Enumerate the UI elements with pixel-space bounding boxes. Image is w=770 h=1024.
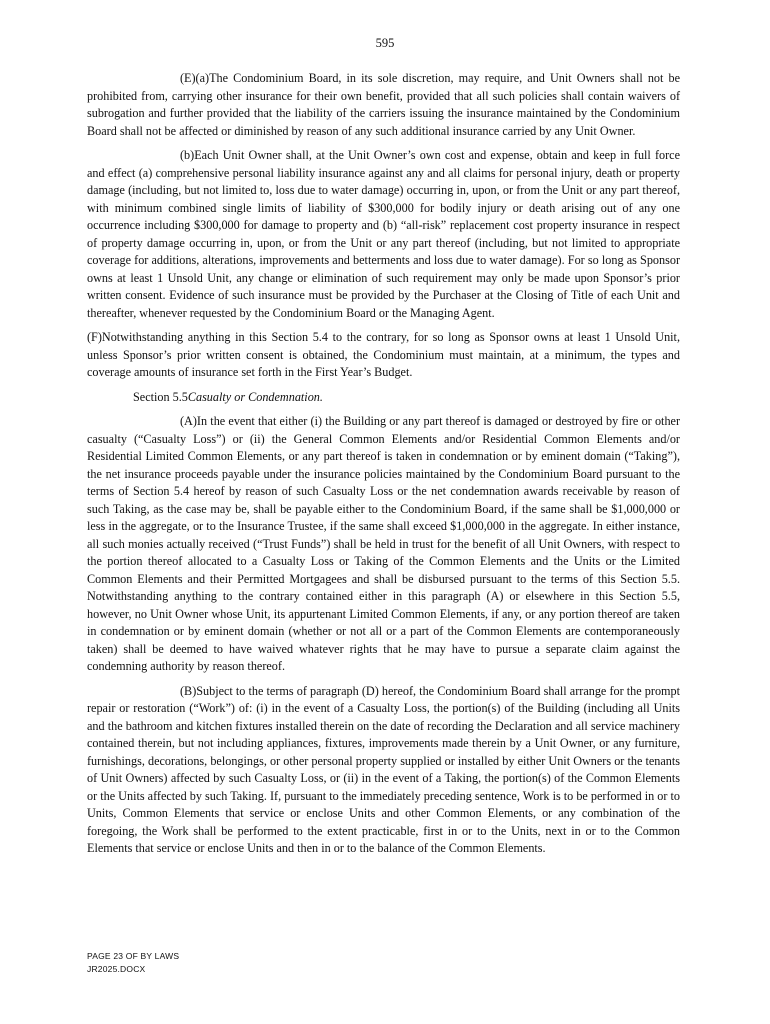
paragraph-e-b: (b)Each Unit Owner shall, at the Unit Owner’s own cost and expense, obtain and keep in full force and effect (a) comprehensive personal liability insurance against any and all claims for personal injury, death or property damage (including, but not limited to, loss due to water damage) occurring in, upon, or from the Unit or any part thereof, with minimum combined single limits of liability of $300,000 for bodily injury or death arising out of any one occurrence including $300,000 for damage to property and (b) “all-risk” replacement cost property insurance in respect of property damage occurring in, upon, or from the Unit or any part thereof (including, but not limited to appropriate coverage for additions, alterations, improvements and betterments and loss due to water damage). For so long as Sponsor owns at least 1 Unsold Unit, any change or elimination of such requirement may only be made upon Sponsor’s prior written consent. Evidence of such insurance must be provided by the Purchaser at the Closing of Title of each Unit and thereafter, whenever requested by the Condominium Board or the Managing Agent.: [87, 148, 680, 320]
section-label: Section 5.5: [133, 389, 188, 404]
footer-filename: JR2025.DOCX: [87, 964, 146, 974]
paragraph-b: (B)Subject to the terms of paragraph (D) hereof, the Condominium Board shall arrange for the prompt repair or restoration (“Work”) of: (i) in the event of a Casualty Loss, the portion(s) of the Building (including all Units and the bathroom and kitchen fixtures installed therein on the date of recording the Declaration and all service machinery contained therein, but not including appliances, fixtures, improvements made therein by a Unit Owner, or any furniture, furnishings, decorations, belongings, or other personal property supplied or installed by either Unit Owners or the tenants of Unit Owners) affected by such Casualty Loss, or (ii) in the event of a Taking, the portion(s) of the Common Elements or the Units affected by such Taking. If, pursuant to the immediately preceding sentence, Work is to be performed in or to Units, Common Elements that service or enclose Units and other Common Elements, or any combination of the foregoing, the Work shall be performed to the extent practicable, first in or to the Units, next in or to the Common Elements that service or enclose Units and then in or to the balance of the Common Elements.: [87, 683, 680, 855]
paragraph-e-a: (E)(a)The Condominium Board, in its sole discretion, may require, and Unit Owners shall not be prohibited from, carrying other insurance for their own benefit, provided that all such policies shall contain waivers of subrogation and further provided that the liability of the carriers issuing the insurance maintained by the Condominium Board shall not be affected or diminished by reason of any such additional insurance carried by any Unit Owner.: [87, 71, 680, 138]
section-title: Casualty or Condemnation.: [187, 389, 323, 404]
document-footer: [87, 950, 179, 976]
section-heading: [87, 389, 680, 407]
document-body: [87, 70, 680, 865]
paragraph-f: (F)Notwithstanding anything in this Section 5.4 to the contrary, for so long as Sponsor owns at least 1 Unsold Unit, unless Sponsor’s prior written consent is obtained, the Condominium must maintain, at a minimum, the types and coverage amounts of insurance set forth in the First Year’s Budget.: [87, 330, 680, 379]
paragraph-a: (A)In the event that either (i) the Building or any part thereof is damaged or destroyed by fire or other casualty (“Casualty Loss”) or (ii) the General Common Elements and/or Residential Common Elements and/or Residential Limited Common Elements, or any part thereof is taken in condemnation or by eminent domain (“Taking”), the net insurance proceeds payable under the insurance policies maintained by the Condominium Board pursuant to the terms of Section 5.4 hereof by reason of such Casualty Loss or the net condemnation awards receivable by reason of such Taking, as the case may be, shall be payable either to the Condominium Board, if the same shall be $1,000,000 or less in the aggregate, or to the Insurance Trustee, if the same shall exceed $1,000,000 in the aggregate. In either instance, all such monies actually received (“Trust Funds”) shall be held in trust for the benefit of all Unit Owners, with respect to the portion thereof allocated to a Casualty Loss or Taking of the Common Elements and the Units or the Limited Common Elements and their Permitted Mortgagees and shall be disbursed pursuant to the terms of this Section 5.5. Notwithstanding anything to the contrary contained either in this paragraph (A) or elsewhere in this Section 5.5, however, no Unit Owner whose Unit, its appurtenant Limited Common Elements, if any, or any portion thereof are taken in condemnation or by eminent domain (whether or not all or a part of the Common Elements are contemporaneously taken) shall be deemed to have waived whatever rights that he may have to pursue a separate claim against the condemning authority by reason thereof.: [87, 414, 680, 673]
footer-page-label: PAGE 23 OF BY LAWS: [87, 951, 180, 961]
page-number: 595: [375, 36, 395, 50]
